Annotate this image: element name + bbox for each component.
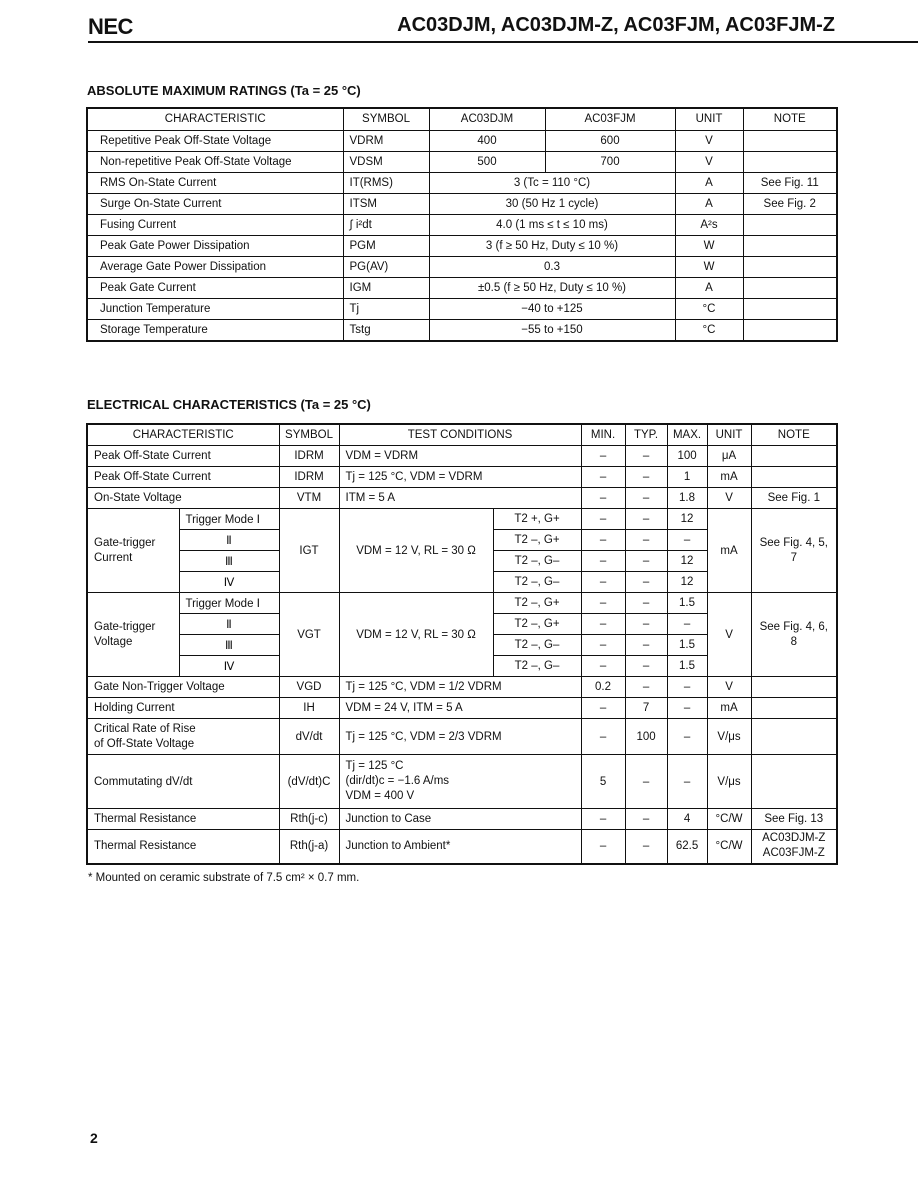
max-cell: –: [667, 755, 707, 809]
unit-cell: μA: [707, 446, 751, 467]
cell-line: of Off-State Voltage: [94, 737, 195, 750]
table-row: [87, 698, 837, 719]
table-row: [87, 130, 837, 151]
unit-cell: mA: [707, 467, 751, 488]
polarity-cell: T2 –, G–: [493, 656, 581, 677]
max-cell: 1: [667, 467, 707, 488]
note-cell: [751, 677, 837, 698]
symbol-cell: VDRM: [343, 130, 429, 151]
rating-cell: −55 to +150: [429, 319, 675, 341]
max-cell: 12: [667, 509, 707, 530]
typ-cell: –: [625, 488, 667, 509]
max-cell: –: [667, 719, 707, 755]
characteristic-cell: Surge On-State Current: [87, 193, 343, 214]
symbol-cell: IGM: [343, 277, 429, 298]
trigger-mode-cell: Trigger Mode Ⅰ: [179, 509, 279, 530]
condition-cell: Junction to Ambient*: [339, 830, 581, 864]
unit-cell: V: [675, 151, 743, 172]
characteristic-cell: Peak Gate Current: [87, 277, 343, 298]
min-cell: –: [581, 698, 625, 719]
typ-cell: –: [625, 614, 667, 635]
max-cell: 1.5: [667, 635, 707, 656]
unit-cell: °C: [675, 319, 743, 341]
table-header-row: [87, 424, 837, 446]
characteristic-cell: Non-repetitive Peak Off-State Voltage: [87, 151, 343, 172]
symbol-cell: VDSM: [343, 151, 429, 172]
trigger-mode-cell: Trigger Mode Ⅰ: [179, 593, 279, 614]
max-cell: 1.5: [667, 656, 707, 677]
note-cell: [743, 319, 837, 341]
rating-cell: 600: [545, 130, 675, 151]
note-cell: [751, 698, 837, 719]
min-cell: –: [581, 488, 625, 509]
note-cell: [743, 235, 837, 256]
polarity-cell: T2 –, G–: [493, 572, 581, 593]
table-row: [87, 235, 837, 256]
symbol-cell: VGT: [279, 593, 339, 677]
condition-cell: Tj = 125 °C, VDM = 1/2 VDRM: [339, 677, 581, 698]
rating-cell: 0.3: [429, 256, 675, 277]
condition-cell: VDM = VDRM: [339, 446, 581, 467]
note-cell: [743, 277, 837, 298]
trigger-mode-cell: Ⅳ: [179, 656, 279, 677]
characteristic-cell: Junction Temperature: [87, 298, 343, 319]
min-cell: –: [581, 809, 625, 830]
min-cell: –: [581, 467, 625, 488]
symbol-cell: VGD: [279, 677, 339, 698]
table-row: [87, 172, 837, 193]
rating-cell: 3 (f ≥ 50 Hz, Duty ≤ 10 %): [429, 235, 675, 256]
min-cell: 5: [581, 755, 625, 809]
characteristic-cell: [87, 719, 279, 755]
header-rule: [88, 41, 918, 43]
note-cell: [743, 130, 837, 151]
nec-logo: NEC: [88, 14, 133, 39]
table-row: [87, 214, 837, 235]
table-row: [87, 298, 837, 319]
table-row: [87, 193, 837, 214]
note-cell: [743, 214, 837, 235]
ec-title: ELECTRICAL CHARACTERISTICS (Ta = 25 °C): [87, 397, 371, 412]
symbol-cell: PG(AV): [343, 256, 429, 277]
characteristic-cell: Fusing Current: [87, 214, 343, 235]
column-header: SYMBOL: [279, 424, 339, 446]
trigger-mode-cell: Ⅲ: [179, 635, 279, 656]
typ-cell: –: [625, 809, 667, 830]
unit-cell: °C/W: [707, 809, 751, 830]
note-cell: See Fig. 2: [743, 193, 837, 214]
trigger-mode-cell: Ⅱ: [179, 614, 279, 635]
typ-cell: 7: [625, 698, 667, 719]
note-cell: [743, 298, 837, 319]
characteristic-cell: Average Gate Power Dissipation: [87, 256, 343, 277]
note-cell: [751, 467, 837, 488]
max-cell: 1.8: [667, 488, 707, 509]
unit-cell: A: [675, 277, 743, 298]
table-row: [87, 593, 837, 614]
characteristic-cell: Gate-trigger Voltage: [87, 593, 179, 677]
page-header: [88, 14, 918, 44]
symbol-cell: Tj: [343, 298, 429, 319]
condition-cell: Tj = 125 °C, VDM = VDRM: [339, 467, 581, 488]
unit-cell: A: [675, 193, 743, 214]
page-number: 2: [90, 1130, 98, 1146]
unit-cell: W: [675, 235, 743, 256]
symbol-cell: Tstg: [343, 319, 429, 341]
note-cell: See Fig. 4, 6, 8: [751, 593, 837, 677]
typ-cell: –: [625, 446, 667, 467]
symbol-cell: ∫ i²dt: [343, 214, 429, 235]
unit-cell: V/μs: [707, 755, 751, 809]
unit-cell: V: [675, 130, 743, 151]
column-header: CHARACTERISTIC: [87, 424, 279, 446]
note-cell: [751, 446, 837, 467]
footnote: * Mounted on ceramic substrate of 7.5 cm² × 0.7 mm.: [88, 872, 360, 884]
note-cell: [751, 719, 837, 755]
max-cell: 1.5: [667, 593, 707, 614]
note-cell: See Fig. 4, 5, 7: [751, 509, 837, 593]
table-header-row: [87, 108, 837, 130]
max-cell: 4: [667, 809, 707, 830]
min-cell: –: [581, 656, 625, 677]
characteristic-cell: RMS On-State Current: [87, 172, 343, 193]
max-cell: –: [667, 614, 707, 635]
symbol-cell: IDRM: [279, 467, 339, 488]
symbol-cell: ITSM: [343, 193, 429, 214]
characteristic-cell: Storage Temperature: [87, 319, 343, 341]
rating-cell: −40 to +125: [429, 298, 675, 319]
cell-line: Critical Rate of Rise: [94, 722, 196, 735]
table-row: [87, 319, 837, 341]
max-cell: 12: [667, 551, 707, 572]
cell-line: (dir/dt)c = −1.6 A/ms: [345, 775, 450, 787]
column-header: CHARACTERISTIC: [87, 108, 343, 130]
symbol-cell: Rth(j-c): [279, 809, 339, 830]
typ-cell: –: [625, 830, 667, 864]
table-row: [87, 809, 837, 830]
note-cell: See Fig. 1: [751, 488, 837, 509]
characteristic-cell: Repetitive Peak Off-State Voltage: [87, 130, 343, 151]
table-row: [87, 509, 837, 530]
table-row: [87, 677, 837, 698]
table-row: [87, 256, 837, 277]
rating-cell: ±0.5 (f ≥ 50 Hz, Duty ≤ 10 %): [429, 277, 675, 298]
amr-title: ABSOLUTE MAXIMUM RATINGS (Ta = 25 °C): [87, 83, 361, 98]
column-header: AC03DJM: [429, 108, 545, 130]
min-cell: –: [581, 593, 625, 614]
polarity-cell: T2 –, G–: [493, 551, 581, 572]
unit-cell: A: [675, 172, 743, 193]
column-header: UNIT: [675, 108, 743, 130]
column-header: MAX.: [667, 424, 707, 446]
table-row: [87, 277, 837, 298]
symbol-cell: Rth(j-a): [279, 830, 339, 864]
typ-cell: –: [625, 677, 667, 698]
note-cell: See Fig. 13: [751, 809, 837, 830]
unit-cell: A²s: [675, 214, 743, 235]
cell-line: AC03DJM-Z: [762, 832, 826, 845]
symbol-cell: dV/dt: [279, 719, 339, 755]
unit-cell: W: [675, 256, 743, 277]
min-cell: –: [581, 614, 625, 635]
typ-cell: –: [625, 656, 667, 677]
typ-cell: –: [625, 635, 667, 656]
min-cell: –: [581, 719, 625, 755]
polarity-cell: T2 –, G+: [493, 530, 581, 551]
max-cell: –: [667, 698, 707, 719]
rating-cell: 4.0 (1 ms ≤ t ≤ 10 ms): [429, 214, 675, 235]
document-title: AC03DJM, AC03DJM-Z, AC03FJM, AC03FJM-Z: [397, 14, 835, 36]
condition-cell: VDM = 24 V, ITM = 5 A: [339, 698, 581, 719]
symbol-cell: IT(RMS): [343, 172, 429, 193]
symbol-cell: VTM: [279, 488, 339, 509]
symbol-cell: IH: [279, 698, 339, 719]
rating-cell: 3 (Tc = 110 °C): [429, 172, 675, 193]
symbol-cell: (dV/dt)C: [279, 755, 339, 809]
table-row: [87, 151, 837, 172]
characteristic-cell: Thermal Resistance: [87, 809, 279, 830]
characteristic-cell: On-State Voltage: [87, 488, 279, 509]
typ-cell: –: [625, 509, 667, 530]
max-cell: 12: [667, 572, 707, 593]
polarity-cell: T2 +, G+: [493, 509, 581, 530]
table-row: [87, 488, 837, 509]
ec-table: [86, 423, 838, 865]
unit-cell: mA: [707, 509, 751, 593]
note-cell: [743, 151, 837, 172]
max-cell: 62.5: [667, 830, 707, 864]
typ-cell: –: [625, 572, 667, 593]
column-header: UNIT: [707, 424, 751, 446]
column-header: TEST CONDITIONS: [339, 424, 581, 446]
condition-cell: [339, 755, 581, 809]
max-cell: –: [667, 677, 707, 698]
polarity-cell: T2 –, G–: [493, 635, 581, 656]
note-cell: See Fig. 11: [743, 172, 837, 193]
max-cell: –: [667, 530, 707, 551]
unit-cell: V: [707, 677, 751, 698]
characteristic-cell: Peak Gate Power Dissipation: [87, 235, 343, 256]
unit-cell: °C: [675, 298, 743, 319]
trigger-mode-cell: Ⅱ: [179, 530, 279, 551]
min-cell: –: [581, 530, 625, 551]
condition-cell: Junction to Case: [339, 809, 581, 830]
polarity-cell: T2 –, G+: [493, 593, 581, 614]
rating-cell: 30 (50 Hz 1 cycle): [429, 193, 675, 214]
min-cell: –: [581, 635, 625, 656]
unit-cell: V: [707, 593, 751, 677]
min-cell: –: [581, 509, 625, 530]
column-header: NOTE: [743, 108, 837, 130]
min-cell: –: [581, 446, 625, 467]
rating-cell: 400: [429, 130, 545, 151]
rating-cell: 700: [545, 151, 675, 172]
condition-cell: ITM = 5 A: [339, 488, 581, 509]
condition-cell: VDM = 12 V, RL = 30 Ω: [339, 509, 493, 593]
table-row: [87, 467, 837, 488]
unit-cell: V/μs: [707, 719, 751, 755]
cell-line: AC03FJM-Z: [762, 847, 825, 860]
cell-line: VDM = 400 V: [345, 790, 415, 802]
table-row: [87, 719, 837, 755]
min-cell: –: [581, 830, 625, 864]
unit-cell: V: [707, 488, 751, 509]
amr-table: [86, 107, 838, 342]
characteristic-cell: Peak Off-State Current: [87, 467, 279, 488]
typ-cell: –: [625, 551, 667, 572]
characteristic-cell: Holding Current: [87, 698, 279, 719]
note-cell: [751, 755, 837, 809]
trigger-mode-cell: Ⅳ: [179, 572, 279, 593]
table-row: [87, 830, 837, 864]
condition-cell: VDM = 12 V, RL = 30 Ω: [339, 593, 493, 677]
symbol-cell: IGT: [279, 509, 339, 593]
characteristic-cell: Gate-trigger Current: [87, 509, 179, 593]
cell-line: Tj = 125 °C: [345, 760, 404, 772]
characteristic-cell: Gate Non-Trigger Voltage: [87, 677, 279, 698]
column-header: TYP.: [625, 424, 667, 446]
rating-cell: 500: [429, 151, 545, 172]
typ-cell: –: [625, 467, 667, 488]
polarity-cell: T2 –, G+: [493, 614, 581, 635]
symbol-cell: IDRM: [279, 446, 339, 467]
min-cell: –: [581, 551, 625, 572]
condition-cell: Tj = 125 °C, VDM = 2/3 VDRM: [339, 719, 581, 755]
max-cell: 100: [667, 446, 707, 467]
column-header: AC03FJM: [545, 108, 675, 130]
note-cell: [743, 256, 837, 277]
note-cell: [751, 830, 837, 864]
min-cell: 0.2: [581, 677, 625, 698]
characteristic-cell: Peak Off-State Current: [87, 446, 279, 467]
typ-cell: –: [625, 593, 667, 614]
table-row: [87, 755, 837, 809]
table-row: [87, 446, 837, 467]
typ-cell: 100: [625, 719, 667, 755]
typ-cell: –: [625, 530, 667, 551]
unit-cell: mA: [707, 698, 751, 719]
column-header: MIN.: [581, 424, 625, 446]
min-cell: –: [581, 572, 625, 593]
characteristic-cell: Thermal Resistance: [87, 830, 279, 864]
characteristic-cell: Commutating dV/dt: [87, 755, 279, 809]
typ-cell: –: [625, 755, 667, 809]
symbol-cell: PGM: [343, 235, 429, 256]
trigger-mode-cell: Ⅲ: [179, 551, 279, 572]
column-header: NOTE: [751, 424, 837, 446]
column-header: SYMBOL: [343, 108, 429, 130]
unit-cell: °C/W: [707, 830, 751, 864]
